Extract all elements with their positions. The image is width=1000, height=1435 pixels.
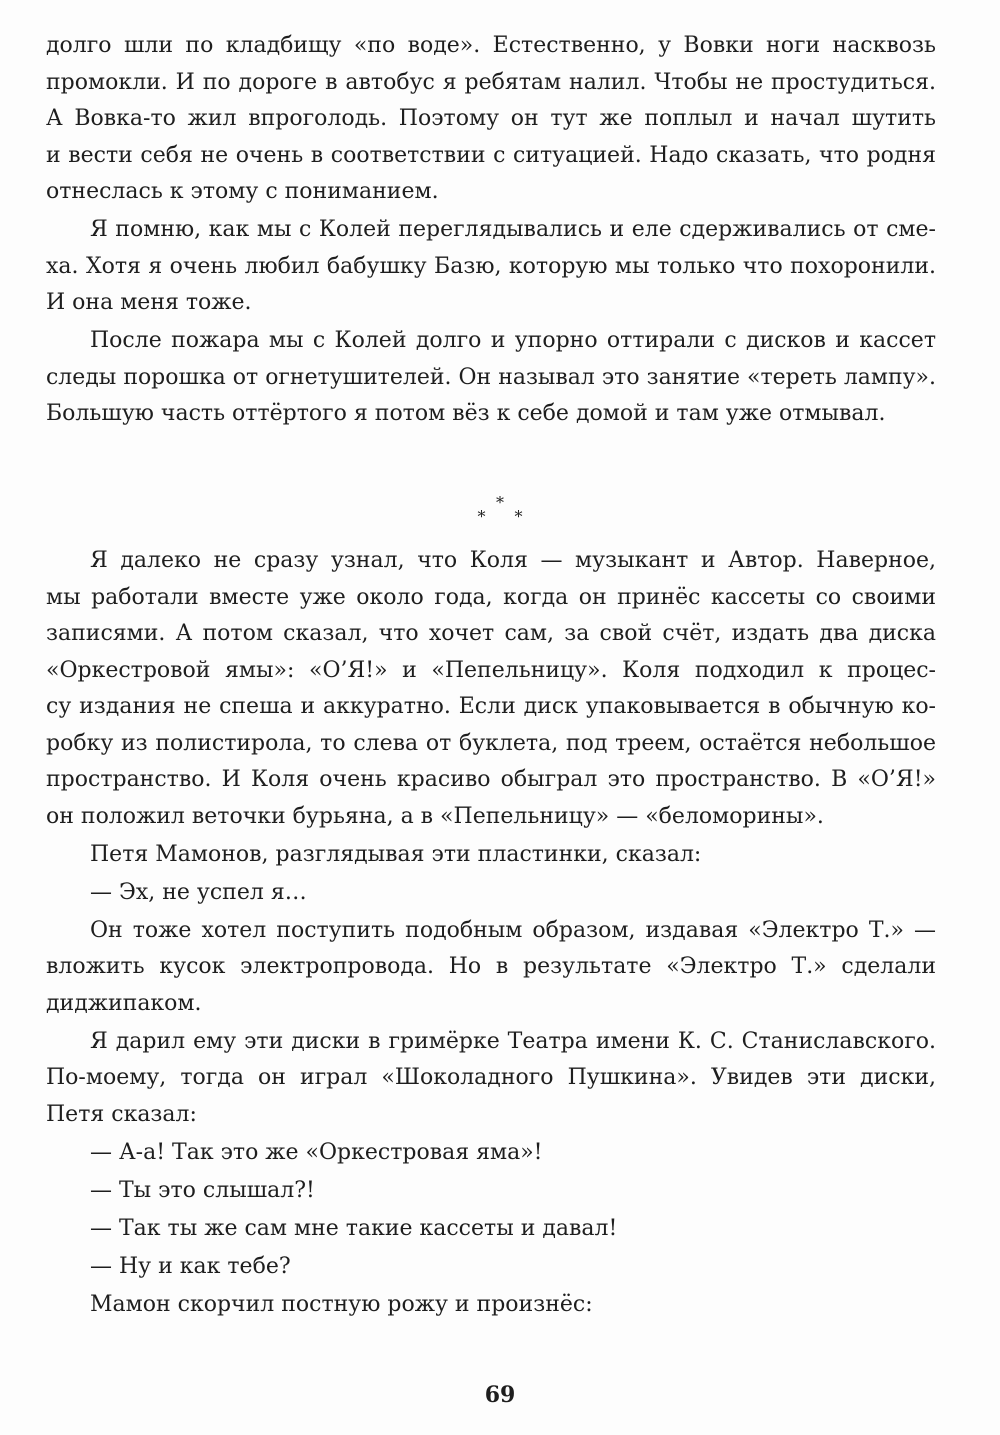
text-line: и вести себя не очень в соответствии с ситуацией. Надо сказать, что родня [46, 142, 936, 168]
dialogue-line [46, 1135, 936, 1172]
dialogue-line [46, 1249, 936, 1286]
paragraph [46, 543, 936, 835]
text-line: «Оркестровой ямы»: «О’Я!» и «Пепельницу». Коля подходил к процес- [46, 657, 936, 683]
text-line: Я далеко не сразу узнал, что Коля — музыкант и Автор. Наверное, [90, 548, 936, 573]
text-line: — Эх, не успел я… [90, 879, 307, 905]
text-line: промокли. И по дороге в автобус я ребятам налил. Чтобы не простудиться. [46, 69, 936, 95]
text-line: — А-а! Так это же «Оркестровая яма»! [90, 1139, 543, 1165]
paragraph [46, 875, 936, 912]
text-line: Мамон скорчил постную рожу и произнёс: [90, 1291, 593, 1317]
dialogue-line [46, 1173, 936, 1210]
text-line: Петя Мамонов, разглядывая эти пластинки, сказал: [90, 841, 702, 867]
text-line: Большую часть оттёртого я потом вёз к себе домой и там уже отмывал. [46, 401, 886, 426]
asterism-bottom: * * [477, 507, 535, 526]
text-line: су издания не спеша и аккуратно. Если диск упаковывается в обычную ко- [46, 694, 936, 719]
text-line: диджипаком. [46, 990, 202, 1016]
text-line: По-моему, тогда он играл «Шоколадного Пушкина». Увидев эти диски, [46, 1065, 936, 1090]
text-line: А Вовка-то жил впроголодь. Поэтому он тут же поплыл и начал шутить [46, 106, 936, 131]
paragraph [46, 1287, 936, 1324]
text-line: — Так ты же сам мне такие кассеты и давал! [90, 1215, 618, 1241]
text-line: вложить кусок электропровода. Но в результате «Электро Т.» сделали [46, 954, 936, 979]
text-line: Петя сказал: [46, 1101, 197, 1127]
section-separator [0, 493, 1000, 526]
text-line: он положил веточки бурьяна, а в «Пепельницу» — «беломорины». [46, 803, 824, 829]
asterism-top: * [496, 493, 504, 512]
text-section-top [46, 28, 936, 434]
text-line: — Ты это слышал?! [90, 1177, 315, 1203]
paragraph [46, 837, 936, 874]
text-line: — Ну и как тебе? [90, 1253, 291, 1279]
paragraph [46, 1024, 936, 1134]
text-line: робку из полистирола, то слева от буклета, под треем, остаётся небольшое [46, 730, 936, 756]
text-line: мы работали вместе уже около года, когда он принёс кассеты со своими [46, 584, 936, 610]
text-line: Он тоже хотел поступить подобным образом, издавая «Электро Т.» — [90, 917, 936, 943]
text-line: После пожара мы с Колей долго и упорно оттирали с дисков и кассет [90, 328, 936, 353]
dialogue-line [46, 1211, 936, 1248]
text-line: следы порошка от огнетушителей. Он называл это занятие «тереть лампу». [46, 364, 936, 390]
text-section-bottom [46, 543, 936, 1325]
paragraph [46, 323, 936, 433]
paragraph [46, 28, 936, 211]
text-line: Я дарил ему эти диски в гримёрке Театра имени К. С. Станиславского. [90, 1028, 936, 1054]
text-line: долго шли по кладбищу «по воде». Естественно, у Вовки ноги насквозь [46, 33, 936, 58]
text-line: И она меня тоже. [46, 290, 252, 315]
text-line: Я помню, как мы с Колей переглядывались и еле сдерживались от сме- [90, 217, 936, 242]
text-line: записями. А потом сказал, что хочет сам, за свой счёт, издать два диска [46, 621, 936, 646]
text-line: пространство. И Коля очень красиво обыграл это пространство. В «О’Я!» [46, 767, 936, 792]
text-line: отнеслась к этому с пониманием. [46, 179, 439, 204]
text-line: ха. Хотя я очень любил бабушку Базю, которую мы только что похоронили. [46, 253, 936, 279]
page-number: 69 [484, 1382, 516, 1408]
paragraph [46, 212, 936, 322]
paragraph [46, 913, 936, 1023]
